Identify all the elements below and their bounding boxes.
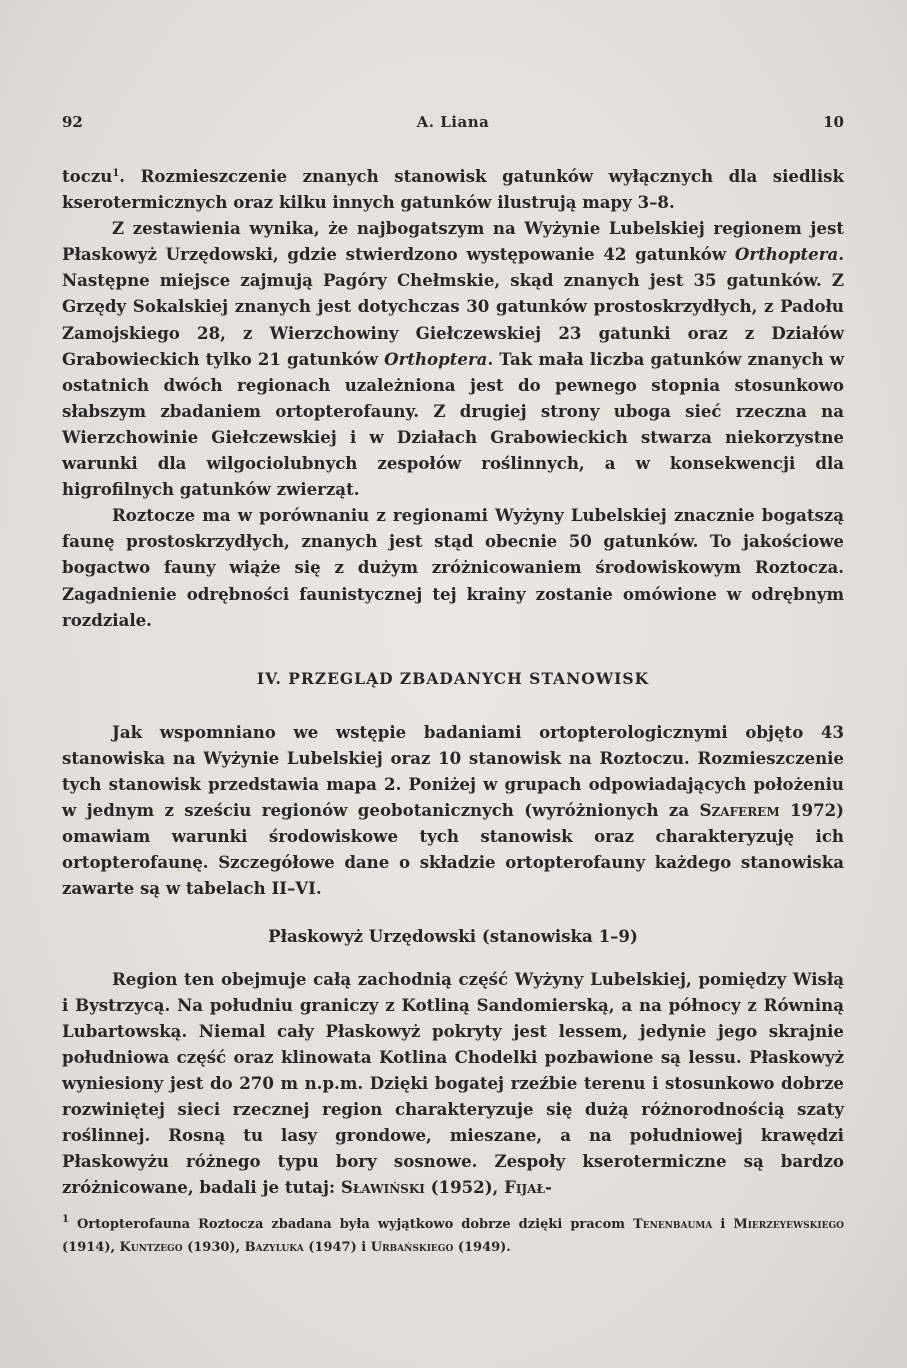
- author-name: Mierzeyewskiego: [733, 1217, 844, 1232]
- paragraph: [62, 163, 844, 215]
- footnote: [62, 1213, 844, 1259]
- text-run: (1914),: [62, 1240, 120, 1255]
- author-name: Szaferem: [699, 800, 780, 821]
- text-run: i: [712, 1217, 734, 1232]
- text-run: (1930),: [182, 1240, 245, 1255]
- text-run: . Następne miejsce zajmują Pagóry Chełmskie, skąd znanych jest 35 gatunków. Z Grzędy Sokalskiej znanych jest dotychczas 30 gatunków prostoskrzydłych, z Padołu Zamojskiego 28, z Wierzchowiny Giełczewskiej 23 gatunki oraz z Działów Grabowieckich tylko 21 gatunków: [62, 244, 844, 369]
- paragraph: [62, 966, 844, 1201]
- text-run: (1952),: [424, 1177, 505, 1198]
- page-number: 92: [62, 113, 83, 131]
- author-name: Tenenbauma: [633, 1217, 713, 1232]
- author-name: Sławiński: [340, 1177, 425, 1198]
- footnote-marker: 1: [62, 1214, 69, 1225]
- author-name: Kuntzego: [119, 1240, 183, 1255]
- chapter-number: 10: [823, 113, 844, 131]
- text-run: Z zestawienia wynika, że najbogatszym na Wyżynie Lubelskiej regionem jest Płaskowyż Urzędowski, gdzie stwierdzono występowanie 42 gatunków: [62, 218, 844, 265]
- paragraph: [62, 502, 844, 632]
- text-run: Region ten obejmuje całą zachodnią część Wyżyny Lubelskiej, pomiędzy Wisłą i Bystrzycą. Na południu graniczy z Kotliną Sandomierską, a na północy z Równiną Lubartowską. Niemal cały Płaskowyż pokryty jest lessem, jedynie jego skrajnie południowa część oraz klinowata Kotlina Chodelki pozbawione są lessu. Płaskowyż wyniesiony jest do 270 m n.p.m. Dzięki bogatej rzeźbie terenu i stosunkowo dobrze rozwiniętej sieci rzecznej region charakteryzuje się dużą różnorodnością szaty roślinnej. Rosną tu lasy grondowe, mieszane, a na południowej krawędzi Płaskowyżu różnego typu bory sosnowe. Zespoły kserotermiczne są bardzo zróżnicowane, badali je tutaj:: [62, 968, 844, 1198]
- text-run: . Tak mała liczba gatunków znanych w ostatnich dwóch regionach uzależniona jest do pewnego stopnia stosunkowo słabszym zbadaniem ortopterofauny. Z drugiej strony uboga sieć rzeczna na Wierzchowinie Giełczewskiej i w Działach Grabowieckich stwarza niekorzystne warunki dla wilgociolubnych zespołów roślinnych, a w konsekwencji dla higrofilnych gatunków zwierząt.: [62, 348, 845, 500]
- text-run: 1972) omawiam warunki środowiskowe tych stanowisk oraz charakteryzuję ich ortopterofaunę. Szczegółowe dane o składzie ortopterofauny każdego stanowiska zawarte są w tabelach II–VI.: [62, 800, 845, 899]
- taxon-name: Orthoptera: [734, 244, 839, 265]
- taxon-name: Orthoptera: [384, 348, 488, 369]
- footnote-ref: 1: [112, 168, 120, 179]
- running-header: [62, 113, 844, 135]
- author-name: Urbańskiego: [370, 1240, 454, 1255]
- running-author: A. Liana: [416, 113, 490, 131]
- section-heading: IV. PRZEGLĄD ZBADANYCH STANOWISK: [256, 668, 650, 688]
- text-run: toczu: [62, 166, 113, 186]
- text-run: (1947) i: [303, 1240, 371, 1255]
- text-run: . Rozmieszczenie znanych stanowisk gatunków wyłącznych dla siedlisk kserotermicznych oraz kilku innych gatunków ilustrują mapy 3–8.: [62, 166, 844, 213]
- body-text: [62, 163, 844, 1200]
- author-name: Bazyluka: [244, 1240, 304, 1255]
- author-name: Fijał-: [504, 1177, 552, 1198]
- text-run: Roztocze ma w porównaniu z regionami Wyżyny Lubelskiej znacznie bogatszą faunę prostoskrzydłych, znanych jest stąd obecnie 50 gatunków. To jakościowe bogactwo fauny wiąże się z dużym zróżnicowaniem środowiskowym Roztocza. Zagadnienie odrębności faunistycznej tej krainy zostanie omówione w odrębnym rozdziale.: [62, 505, 844, 630]
- text-run: Ortopterofauna Roztocza zbadana była wyjątkowo dobrze dzięki pracom: [68, 1217, 634, 1232]
- subsection-heading: Płaskowyż Urzędowski (stanowiska 1–9): [268, 926, 638, 947]
- paragraph: [62, 215, 844, 502]
- paragraph: [62, 719, 844, 902]
- text-run: (1949).: [453, 1240, 511, 1255]
- text-run: Jak wspomniano we wstępie badaniami ortopterologicznymi objęto 43 stanowiska na Wyżynie Lubelskiej oraz 10 stanowisk na Roztoczu. Rozmieszczenie tych stanowisk przedstawia mapa 2. Poniżej w grupach odpowiadających położeniu w jednym z sześciu regionów geobotanicznych (wyróżnionych za: [62, 721, 844, 821]
